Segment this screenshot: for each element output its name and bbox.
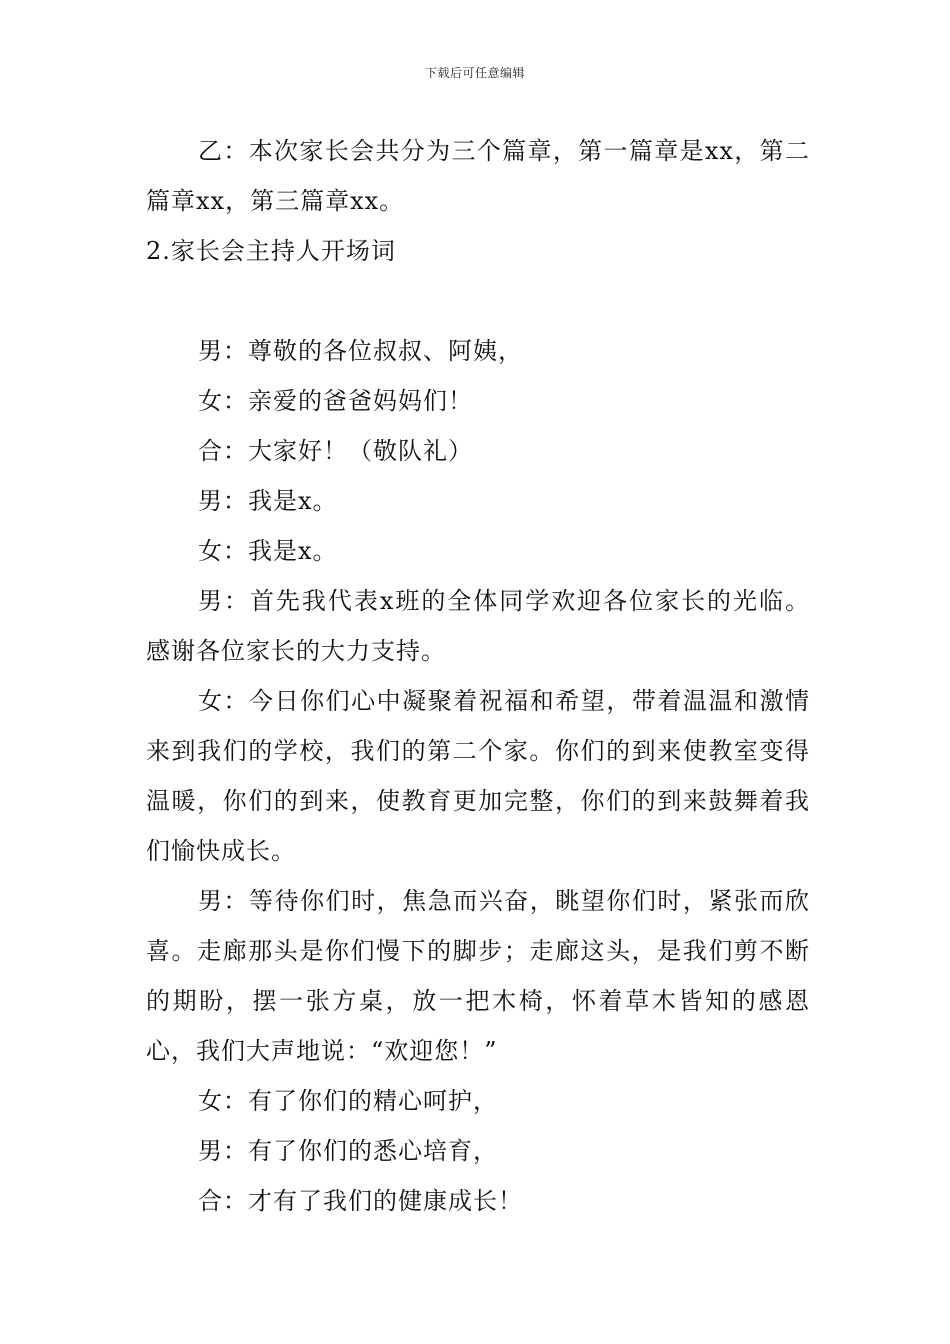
dialogue-line: 合：才有了我们的健康成长！ (198, 1187, 523, 1215)
dialogue-line: 男：有了你们的悉心培育， (198, 1137, 498, 1165)
dialogue-line: 男：首先我代表x班的全体同学欢迎各位家长的光临。感谢各位家长的大力支持。 (146, 587, 810, 665)
dialogue-line: 女：今日你们心中凝聚着祝福和希望，带着温温和激情来到我们的学校，我们的第二个家。你们的到来使教室变得温暖，你们的到来，使教育更加完整，你们的到来鼓舞着我们愉快成长。 (146, 687, 810, 865)
intro-paragraph: 乙：本次家长会共分为三个篇章，第一篇章是xx，第二篇章xx，第三篇章xx。 (146, 137, 810, 215)
section-heading: 2.家长会主持人开场词 (146, 237, 396, 265)
dialogue-line: 女：有了你们的精心呵护， (198, 1087, 498, 1115)
page-header: 下载后可任意编辑 (424, 66, 525, 80)
dialogue-line: 女：我是x。 (198, 537, 338, 565)
dialogue-line: 女：亲爱的爸爸妈妈们！ (198, 387, 473, 415)
dialogue-line: 男：我是x。 (198, 487, 338, 515)
dialogue-line: 合：大家好！（敬队礼） (198, 437, 473, 465)
dialogue-line: 男：尊敬的各位叔叔、阿姨， (198, 337, 523, 365)
document-body (146, 126, 810, 1226)
dialogue-line: 男：等待你们时，焦急而兴奋，眺望你们时，紧张而欣喜。走廊那头是你们慢下的脚步；走廊这头，是我们剪不断的期盼，摆一张方桌，放一把木椅，怀着草木皆知的感恩心，我们大声地说：“欢迎您！” (146, 887, 810, 1065)
blank-line (146, 276, 810, 326)
